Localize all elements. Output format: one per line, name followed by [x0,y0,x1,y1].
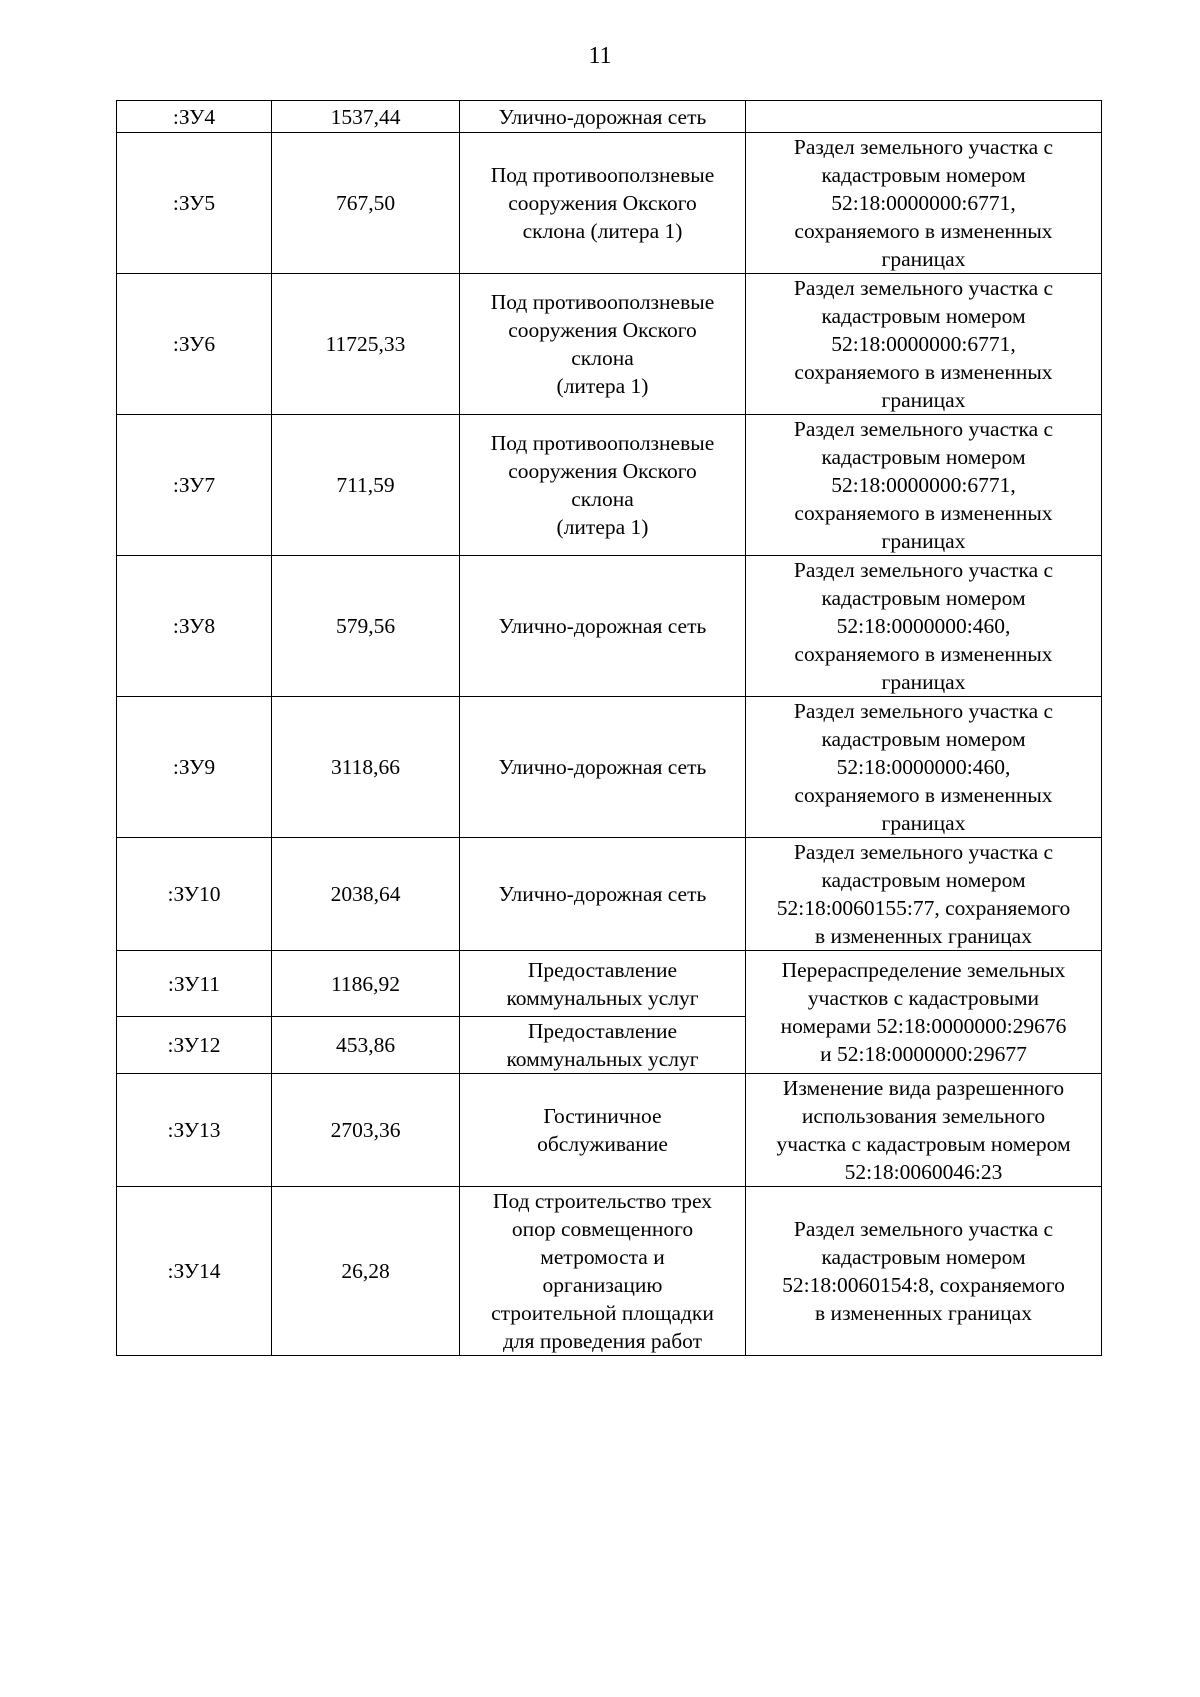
parcel-note-cell: Раздел земельного участка с кадастровым номером 52:18:0060155:77, сохраняемого в измененных границах [746,838,1102,951]
parcel-id-cell: :ЗУ7 [117,415,272,556]
table-row [117,133,1102,274]
table-row [117,556,1102,697]
parcel-area-cell: 2703,36 [272,1074,460,1187]
parcel-area-cell: 767,50 [272,133,460,274]
table-row [117,951,1102,1017]
parcel-area-cell: 26,28 [272,1187,460,1356]
parcel-use-cell: Улично-дорожная сеть [460,838,746,951]
table-row [117,1074,1102,1187]
parcel-use-cell: Предоставление коммунальных услуг [460,1017,746,1074]
parcel-note-cell: Раздел земельного участка с кадастровым номером 52:18:0000000:460, сохраняемого в измененных границах [746,697,1102,838]
parcel-id-cell: :ЗУ13 [117,1074,272,1187]
parcel-id-cell: :ЗУ10 [117,838,272,951]
parcel-note-cell [746,101,1102,133]
table-row [117,101,1102,133]
parcel-id-cell: :ЗУ4 [117,101,272,133]
parcel-area-cell: 579,56 [272,556,460,697]
parcel-note-cell: Раздел земельного участка с кадастровым номером 52:18:0000000:6771, сохраняемого в измененных границах [746,133,1102,274]
parcel-use-cell: Улично-дорожная сеть [460,556,746,697]
parcel-note-cell: Изменение вида разрешенного использования земельного участка с кадастровым номером 52:18:0060046:23 [746,1074,1102,1187]
parcel-note-cell: Раздел земельного участка с кадастровым номером 52:18:0000000:6771, сохраняемого в измененных границах [746,415,1102,556]
page-number: 11 [588,43,612,69]
parcel-area-cell: 1186,92 [272,951,460,1017]
parcel-use-cell: Улично-дорожная сеть [460,101,746,133]
parcel-use-cell: Гостиничное обслуживание [460,1074,746,1187]
parcel-note-cell: Раздел земельного участка с кадастровым номером 52:18:0000000:460, сохраняемого в измененных границах [746,556,1102,697]
parcel-id-cell: :ЗУ11 [117,951,272,1017]
parcel-area-cell: 3118,66 [272,697,460,838]
parcel-area-cell: 11725,33 [272,274,460,415]
parcel-id-cell: :ЗУ14 [117,1187,272,1356]
table-row [117,1187,1102,1356]
parcel-id-cell: :ЗУ5 [117,133,272,274]
parcel-area-cell: 453,86 [272,1017,460,1074]
parcel-id-cell: :ЗУ12 [117,1017,272,1074]
parcel-id-cell: :ЗУ6 [117,274,272,415]
parcel-use-cell: Улично-дорожная сеть [460,697,746,838]
parcel-area-cell: 2038,64 [272,838,460,951]
parcel-use-cell: Под противооползневые сооружения Окского склона (литера 1) [460,133,746,274]
land-parcels-table [116,100,1102,1356]
parcel-note-cell-merged: Перераспределение земельных участков с кадастровыми номерами 52:18:0000000:29676 и 52:18:0000000:29677 [746,951,1102,1074]
parcel-use-cell: Под противооползневые сооружения Окского склона (литера 1) [460,274,746,415]
parcel-note-cell: Раздел земельного участка с кадастровым номером 52:18:0000000:6771, сохраняемого в измененных границах [746,274,1102,415]
table-row [117,697,1102,838]
parcel-id-cell: :ЗУ9 [117,697,272,838]
parcel-area-cell: 711,59 [272,415,460,556]
parcel-use-cell: Предоставление коммунальных услуг [460,951,746,1017]
parcel-use-cell: Под противооползневые сооружения Окского склона (литера 1) [460,415,746,556]
parcel-use-cell: Под строительство трех опор совмещенного метромоста и организацию строительной площадки для проведения работ [460,1187,746,1356]
parcel-area-cell: 1537,44 [272,101,460,133]
table-row [117,274,1102,415]
table-row [117,838,1102,951]
table-row [117,415,1102,556]
parcel-note-cell: Раздел земельного участка с кадастровым номером 52:18:0060154:8, сохраняемого в измененных границах [746,1187,1102,1356]
parcel-id-cell: :ЗУ8 [117,556,272,697]
